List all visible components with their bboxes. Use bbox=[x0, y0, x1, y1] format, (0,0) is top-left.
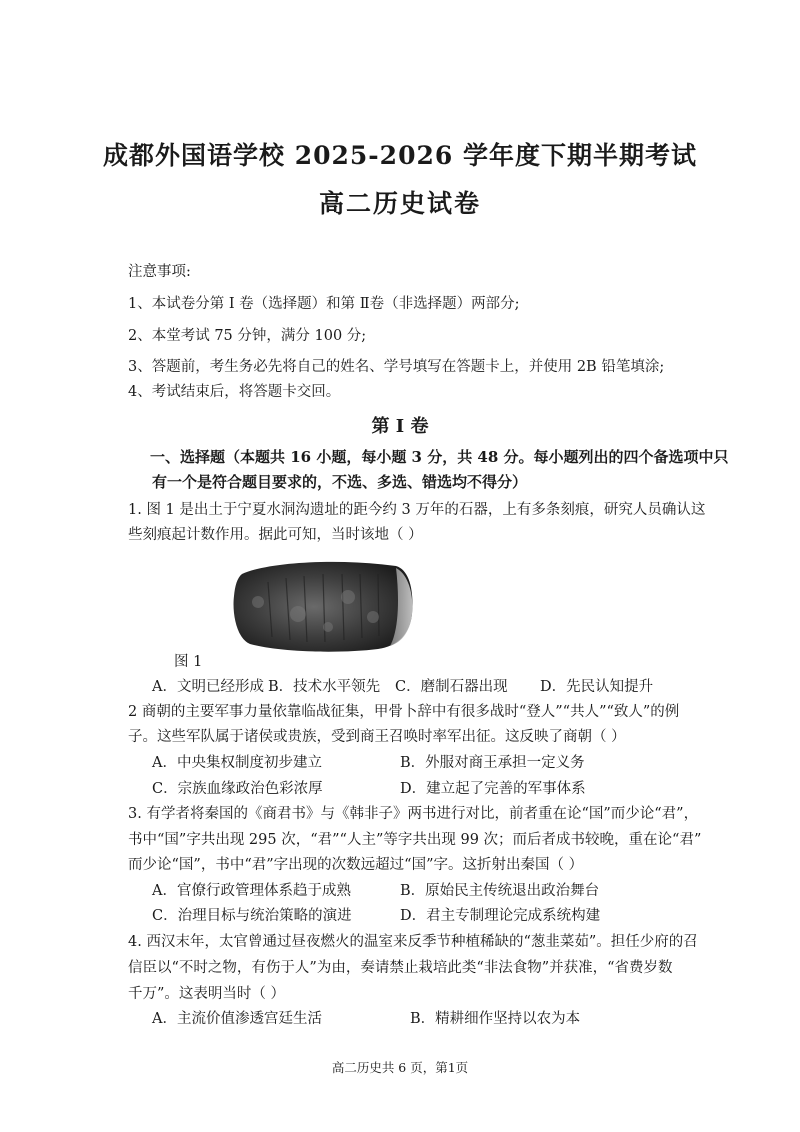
notice-item: 2、本堂考试 75 分钟，满分 100 分; bbox=[128, 328, 367, 344]
question-line: 而少论“国”，书中“君”字出现的次数远超过“国”字。这折射出秦国（ ） bbox=[128, 857, 584, 873]
notice-item: 4、考试结束后，将答题卡交回。 bbox=[128, 384, 341, 400]
answer-option: C．治理目标与统治策略的演进 bbox=[152, 908, 352, 924]
answer-option: B．技术水平领先 bbox=[268, 679, 381, 695]
question-line: 书中“国”字共出现 295 次，“君”“人主”等字共出现 99 次；而后者成书较晚，重在论“君” bbox=[128, 832, 702, 848]
figure-caption: 图 1 bbox=[174, 654, 203, 670]
section-instruction: 有一个是符合题目要求的，不选、多选、错选均不得分） bbox=[152, 473, 528, 491]
answer-option: A．文明已经形成 bbox=[152, 679, 264, 695]
question-line: 1. 图 1 是出土于宁夏水洞沟遗址的距今约 3 万年的石器，上有多条刻痕，研究人员确认这 bbox=[128, 502, 706, 518]
exam-title: 成都外国语学校 2025-2026 学年度下期半期考试 bbox=[103, 141, 697, 170]
answer-option: D．先民认知提升 bbox=[540, 679, 654, 695]
answer-option: A．主流价值渗透宫廷生活 bbox=[152, 1011, 322, 1027]
question-line: 子。这些军队属于诸侯或贵族，受到商王召唤时率军出征。这反映了商朝（ ） bbox=[128, 729, 626, 745]
answer-option: D．君主专制理论完成系统构建 bbox=[400, 908, 601, 924]
question-line: 些刻痕起计数作用。据此可知，当时该地（ ） bbox=[128, 527, 423, 543]
exam-subtitle: 高二历史试卷 bbox=[318, 189, 481, 218]
question-line: 信臣以“不时之物，有伤于人”为由，奏请禁止栽培此类“非法食物”并获准，“省费岁数 bbox=[128, 960, 673, 976]
answer-option: B．外服对商王承担一定义务 bbox=[400, 755, 585, 771]
question-line: 3. 有学者将秦国的《商君书》与《韩非子》两书进行对比，前者重在论“国”而少论“君”， bbox=[128, 806, 699, 822]
answer-option: A．官僚行政管理体系趋于成熟 bbox=[152, 883, 351, 899]
section-title: 第 I 卷 bbox=[371, 416, 429, 437]
answer-option: B．精耕细作坚持以农为本 bbox=[410, 1011, 581, 1027]
section-instruction: 一、选择题（本题共 16 小题，每小题 3 分，共 48 分。每小题列出的四个备选项中只 bbox=[150, 448, 729, 466]
question-line: 4. 西汉末年，太官曾通过昼夜燃火的温室来反季节种植稀缺的“葱韭菜茹”。担任少府的召 bbox=[128, 934, 698, 950]
page-footer: 高二历史共 6 页，第1页 bbox=[331, 1060, 469, 1075]
notice-item: 1、本试卷分第 I 卷（选择题）和第 Ⅱ卷（非选择题）两部分; bbox=[128, 296, 520, 312]
stone-tool-image bbox=[228, 552, 428, 657]
answer-option: C．宗族血缘政治色彩浓厚 bbox=[152, 781, 323, 797]
answer-option: A．中央集权制度初步建立 bbox=[152, 755, 322, 771]
question-line: 2 商朝的主要军事力量依靠临战征集，甲骨卜辞中有很多战时“登人”“共人”“致人”的例 bbox=[128, 704, 680, 720]
question-line: 千万”。这表明当时（ ） bbox=[128, 986, 286, 1002]
stone-tool-figure bbox=[228, 552, 428, 657]
notice-heading: 注意事项: bbox=[128, 264, 191, 280]
answer-option: B．原始民主传统退出政治舞台 bbox=[400, 883, 600, 899]
notice-item: 3、答题前，考生务必先将自己的姓名、学号填写在答题卡上，并使用 2B 铅笔填涂; bbox=[128, 359, 665, 375]
answer-option: C．磨制石器出现 bbox=[395, 679, 508, 695]
answer-option: D．建立起了完善的军事体系 bbox=[400, 781, 586, 797]
